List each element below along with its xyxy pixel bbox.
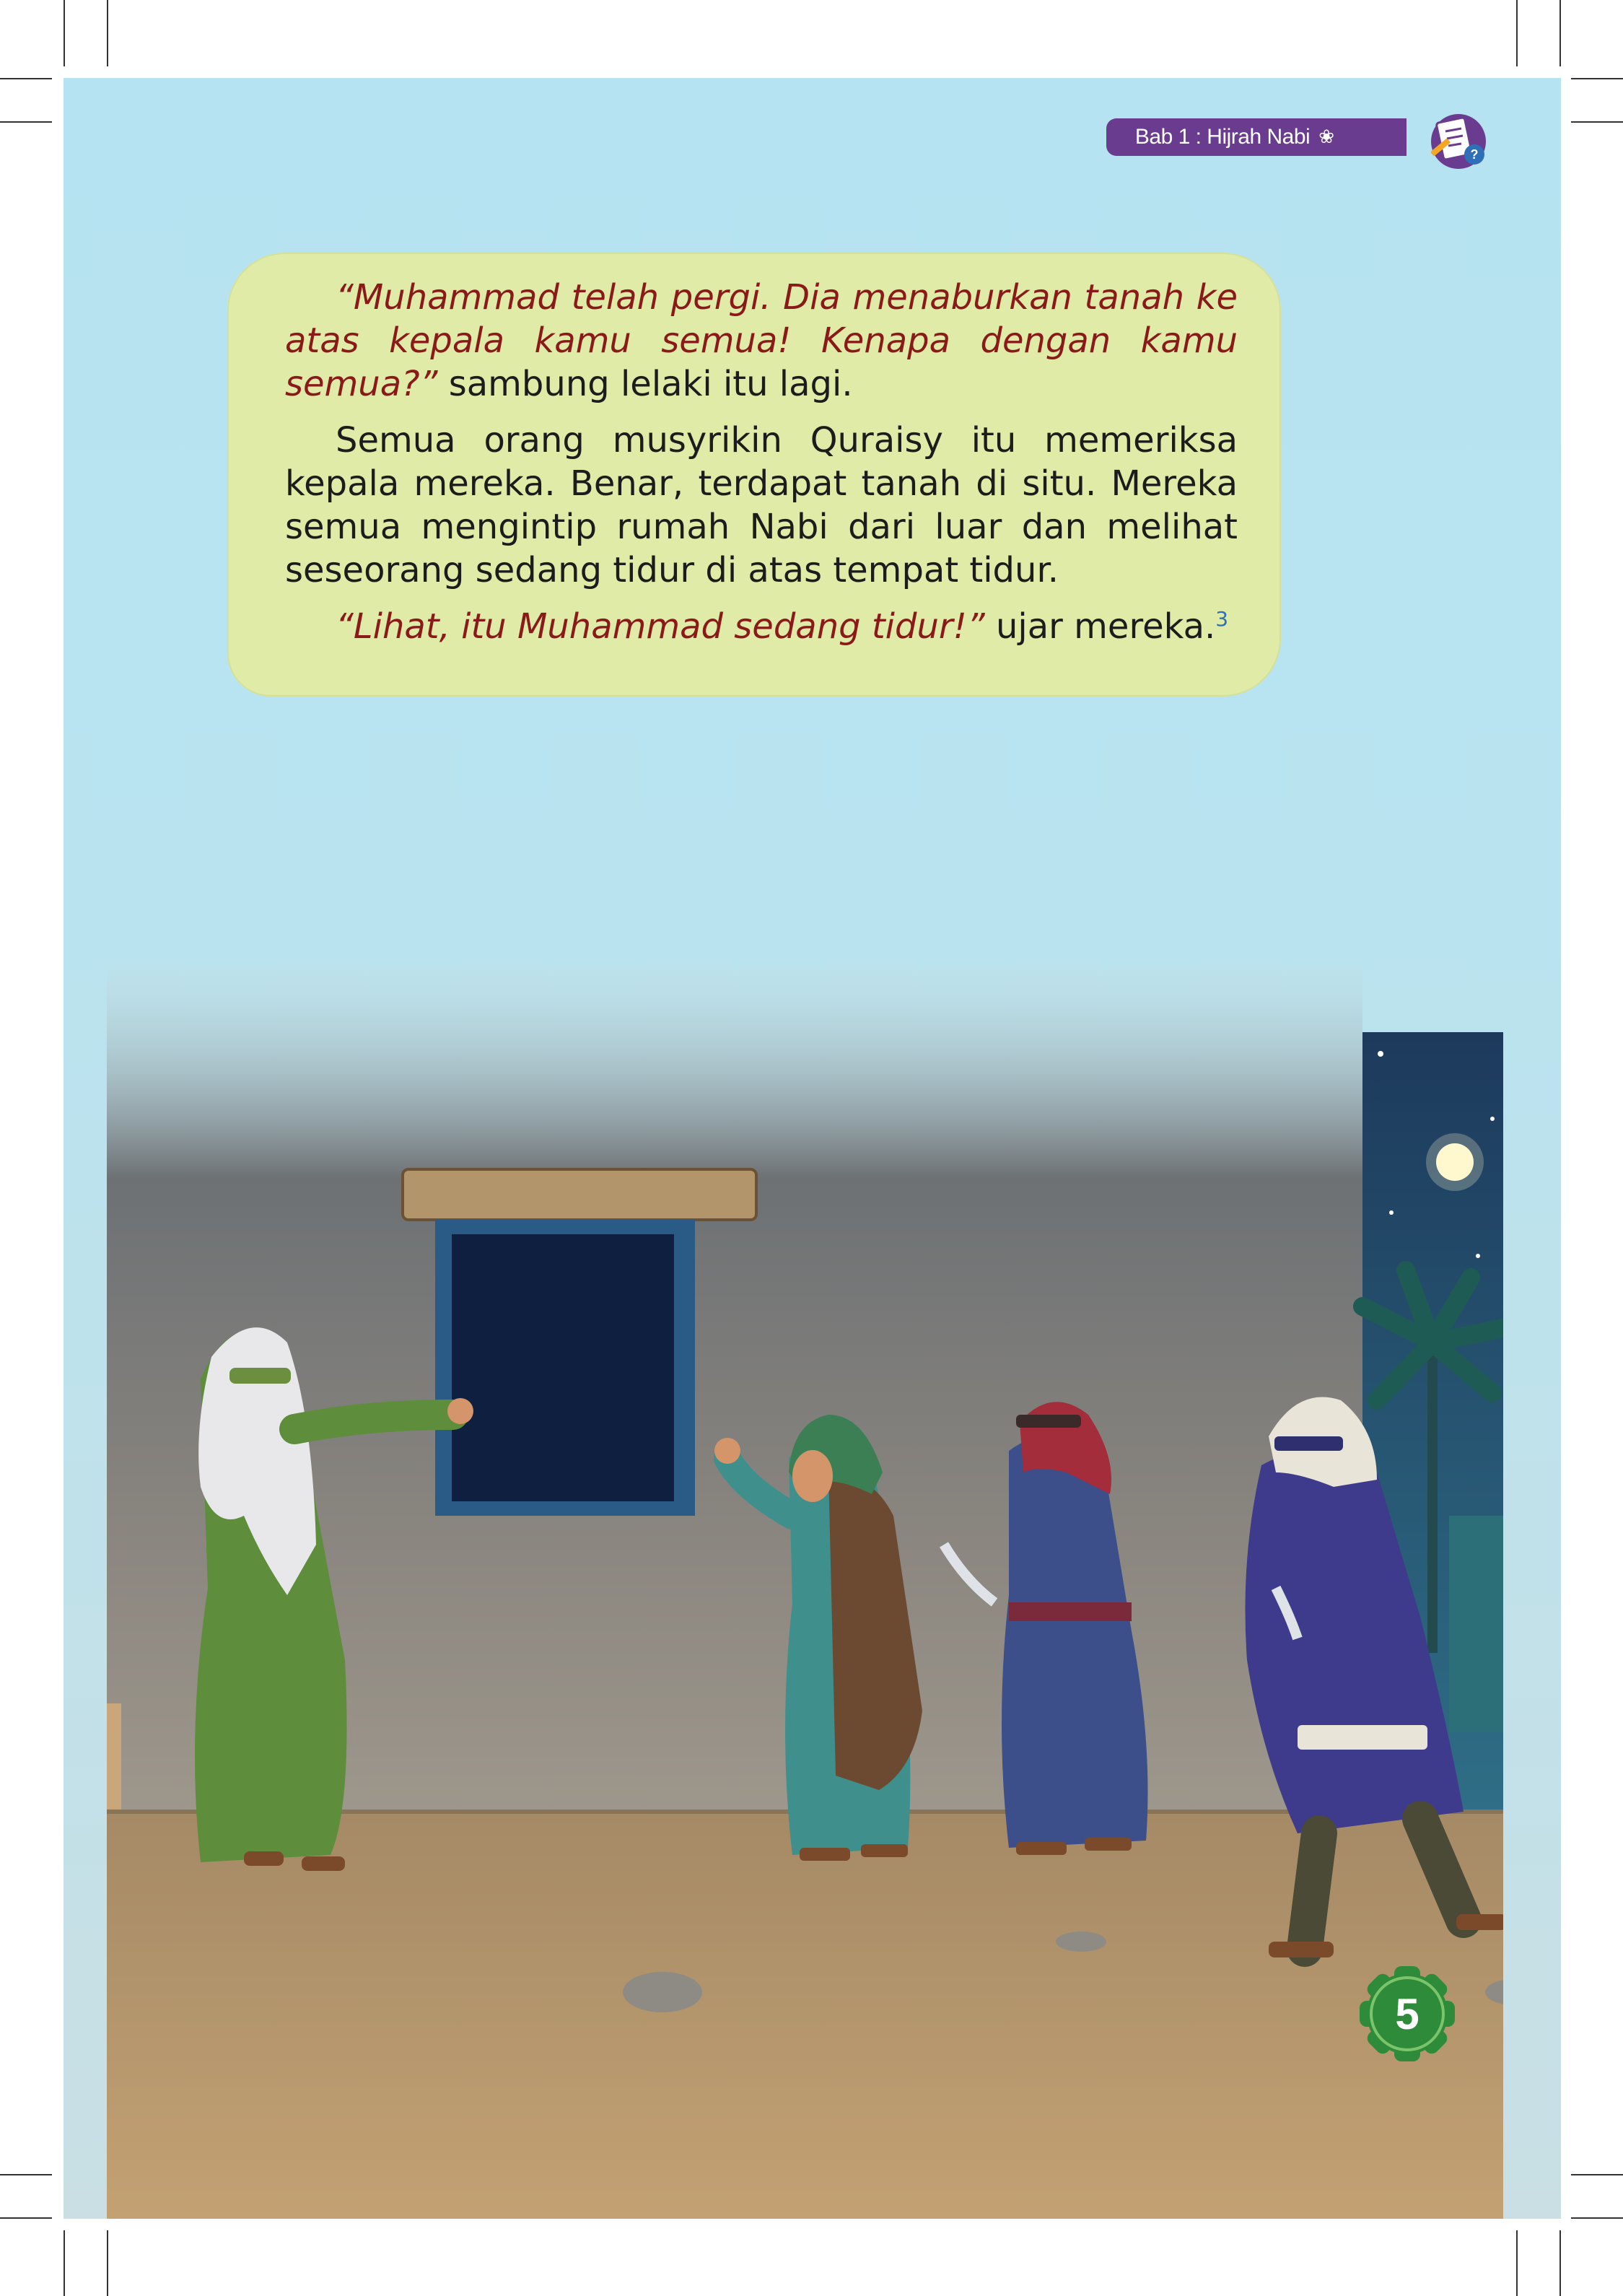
page-number: 5 <box>1395 1989 1419 2038</box>
crop-mark <box>0 2174 52 2175</box>
chapter-label: Bab 1 : Hijrah Nabi <box>1134 125 1311 149</box>
crop-mark <box>0 78 52 79</box>
paragraph-1 <box>227 276 1281 406</box>
crop-mark <box>1559 0 1561 66</box>
crop-mark <box>0 121 52 123</box>
speech-quote: “Lihat, itu Muhammad sedang tidur!” <box>336 606 985 647</box>
crop-mark <box>1571 2217 1623 2219</box>
crop-mark <box>1516 0 1518 66</box>
footnote-marker: 3 <box>1215 607 1229 631</box>
crop-mark <box>64 2230 65 2296</box>
crop-mark <box>1571 78 1623 79</box>
flower-ornament-icon: ❀ <box>1318 126 1334 148</box>
paragraph-2 <box>227 419 1281 592</box>
paragraph-3 <box>227 605 1281 648</box>
crop-mark <box>0 2217 52 2219</box>
crop-mark <box>1571 121 1623 123</box>
night-scene-illustration <box>107 967 1503 2219</box>
narration: ujar mereka. <box>984 606 1216 647</box>
svg-text:?: ? <box>1470 147 1479 162</box>
chapter-tab <box>1106 118 1407 156</box>
quiz-clipboard-icon <box>1424 107 1489 172</box>
crop-mark <box>1516 2230 1518 2296</box>
crop-mark <box>1559 2230 1561 2296</box>
crop-mark <box>64 0 65 66</box>
narration: Semua orang musyrikin Quraisy itu memeriksa kepala mereka. Benar, terdapat tanah di situ. Mereka semua mengintip rumah Nabi dari luar dan melihat seseorang sedang tidur di atas tempat tidur. <box>285 420 1238 590</box>
crop-mark <box>107 0 108 66</box>
crop-mark <box>1571 2174 1623 2175</box>
narration: sambung lelaki itu lagi. <box>437 364 853 404</box>
crop-mark <box>107 2230 108 2296</box>
story-text-box <box>227 253 1281 697</box>
speech-quote: “Muhammad telah pergi. Dia menaburkan tanah ke atas kepala kamu semua! Kenapa dengan kamu semua?” <box>285 277 1238 404</box>
